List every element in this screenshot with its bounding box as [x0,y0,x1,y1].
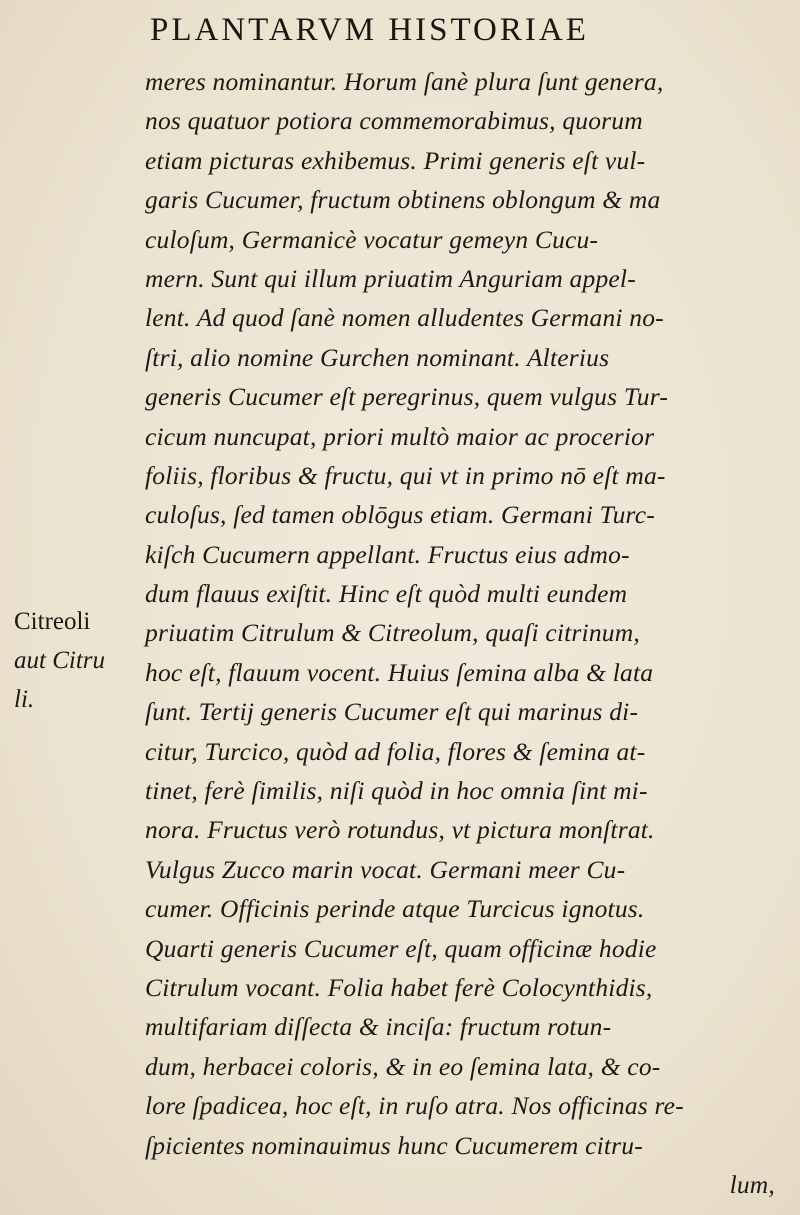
text-line: ſunt. Tertij generis Cucumer eſt qui marinus di- [145,697,639,727]
text-line: ſpicientes nominauimus hunc Cucumerem citru- [145,1130,643,1160]
text-line: foliis, floribus & fructu, qui vt in primo nō eſt ma- [145,460,666,490]
text-line-catchword: lum, [729,1169,775,1199]
margin-note-line-3: li. [14,686,35,713]
margin-note-line-1: Citreoli [14,608,91,635]
text-line: Quarti generis Cucumer eſt, quam officinæ hodie [145,933,657,963]
text-line: cumer. Officinis perinde atque Turcicus ignotus. [145,894,645,924]
text-line: citur, Turcico, quòd ad folia, flores & ſemina at- [145,736,646,766]
text-line: cicum nuncupat, priori multò maior ac procerior [145,421,655,451]
text-line: Citrulum vocant. Folia habet ferè Colocynthidis, [145,972,653,1002]
text-line: priuatim Citrulum & Citreolum, quaſi citrinum, [145,618,640,648]
text-line: lore ſpadicea, hoc eſt, in ruſo atra. Nos officinas re- [145,1091,684,1121]
running-header: PLANTARVM HISTORIAE [150,12,589,48]
text-line: hoc eſt, flauum vocent. Huius ſemina alba & lata [145,657,654,687]
text-line: meres nominantur. Horum ſanè plura ſunt genera, [145,67,664,96]
text-line: multifariam diſſecta & inciſa: fructum rotun- [145,1012,612,1042]
text-line: nos quatuor potiora commemorabimus, quorum [145,106,643,136]
text-line: culoſus, ſed tamen oblōgus etiam. Germani Turc- [145,500,655,530]
text-line: garis Cucumer, fructum obtinens oblongum & ma [145,185,661,215]
text-line: mern. Sunt qui illum priuatim Anguriam appel- [145,263,636,293]
text-line: culoſum, Germanicè vocatur gemeyn Cucu- [145,224,599,254]
text-line: ſtri, alio nomine Gurchen nominant. Alterius [145,342,610,372]
text-line: tinet, ferè ſimilis, niſi quòd in hoc omnia ſint mi- [145,776,648,806]
text-line: dum flauus exiſtit. Hinc eſt quòd multi eundem [145,579,628,609]
text-line: generis Cucumer eſt peregrinus, quem vulgus Tur- [145,382,669,412]
margin-note-line-2: aut Citru [14,647,105,674]
text-line: dum, herbacei coloris, & in eo ſemina lata, & co- [145,1051,661,1081]
text-line: kiſch Cucumern appellant. Fructus eius admo- [145,539,630,569]
text-line: Vulgus Zucco marin vocat. Germani meer Cu- [145,854,626,884]
text-line: etiam picturas exhibemus. Primi generis eſt vul- [145,145,646,175]
text-line: lent. Ad quod ſanè nomen alludentes Germani no- [145,303,664,333]
body-text [145,62,785,1204]
text-line: nora. Fructus verò rotundus, vt pictura monſtrat. [145,815,655,845]
